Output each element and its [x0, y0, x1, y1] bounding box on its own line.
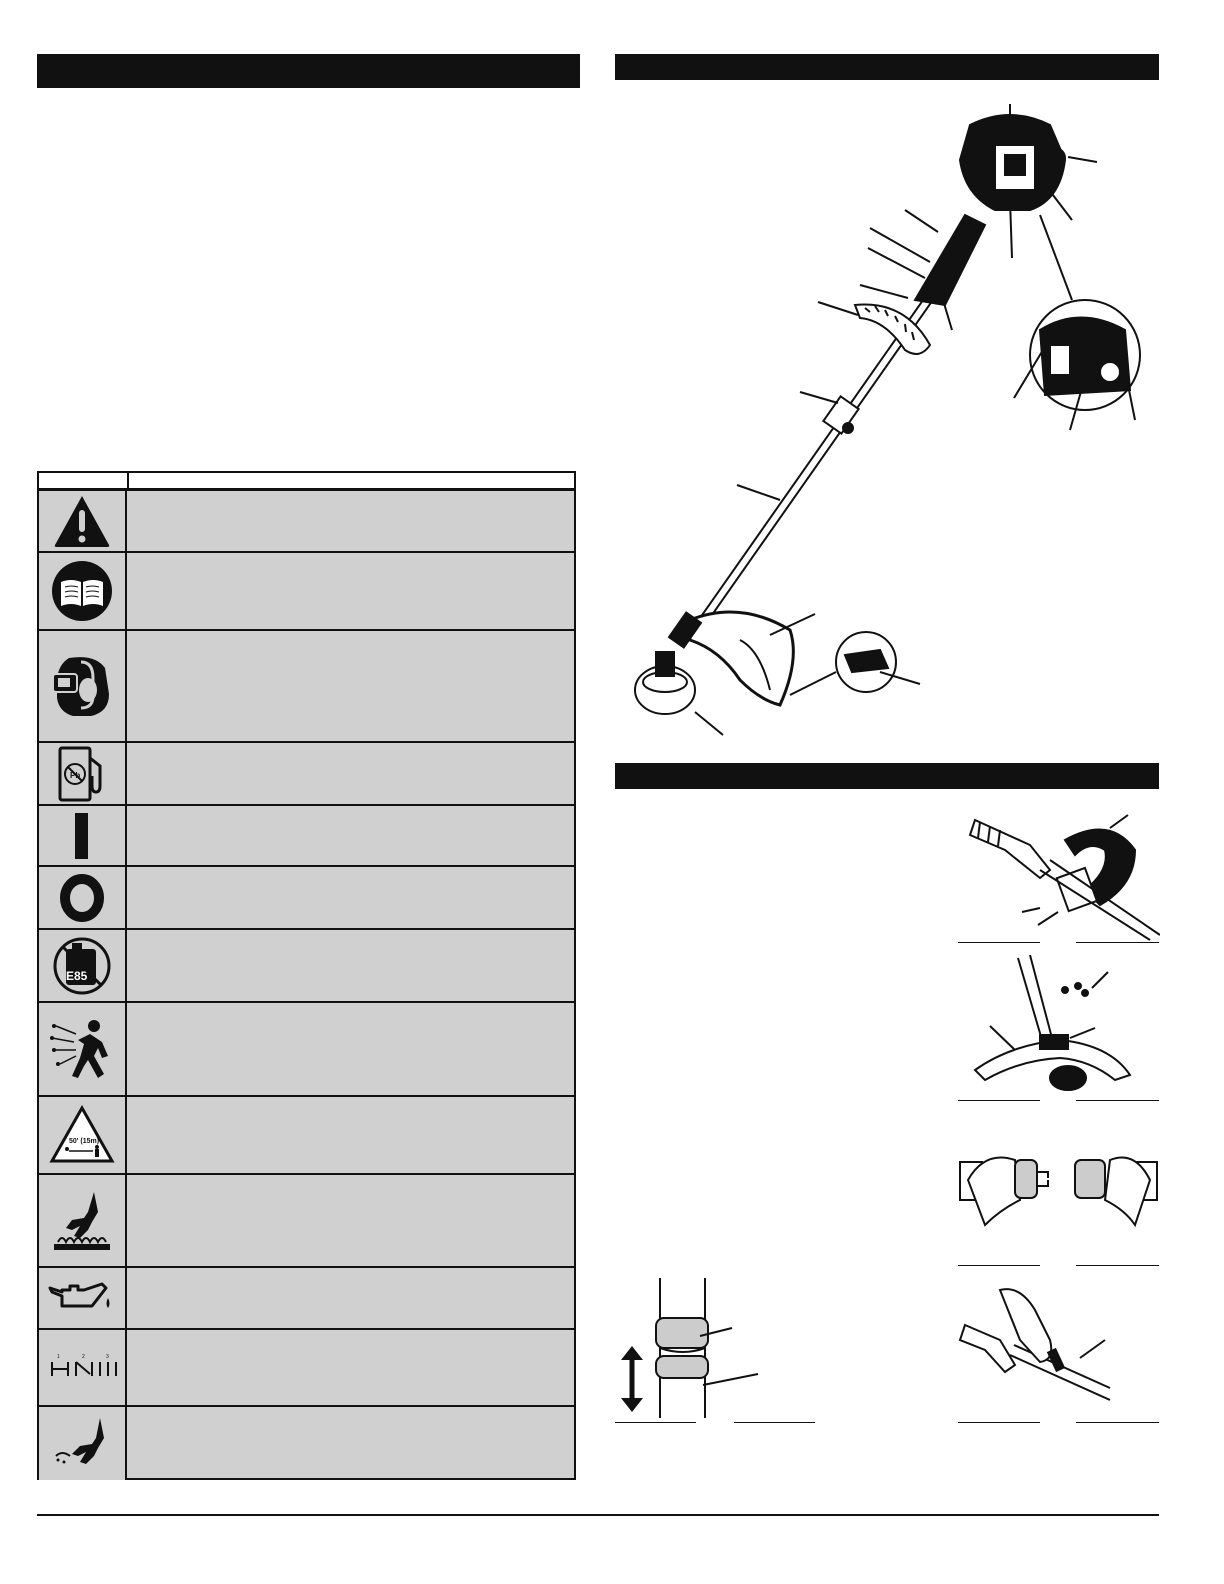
wear-gloves-icon: [52, 1416, 112, 1472]
symbol-row: [39, 551, 574, 629]
e85-label: E85: [66, 968, 88, 983]
hot-surface-icon: [50, 1188, 114, 1254]
handle-assembly-illustration: [958, 800, 1160, 944]
off-switch-icon: [58, 872, 106, 924]
bystander-distance-icon: [49, 1105, 115, 1165]
shoulder-strap-clip-illustration: [958, 1140, 1160, 1268]
eye-ear-protection-icon: [51, 654, 113, 718]
on-switch-icon: [72, 811, 92, 861]
bystander-distance-label: 50' (15m): [69, 1138, 100, 1145]
footer-rule: [37, 1514, 1159, 1516]
guard-assembly-illustration: [958, 955, 1160, 1103]
left-section-header: [37, 54, 580, 88]
symbol-row: [39, 1328, 574, 1405]
symbol-row: [39, 489, 574, 551]
thrown-objects-icon: [50, 1016, 114, 1082]
symbol-row: [39, 804, 574, 865]
choke-positions-icon: [46, 1350, 118, 1386]
right-mid-section-header: [615, 763, 1159, 789]
symbol-row: [39, 629, 574, 741]
svg-text:1: 1: [57, 1353, 60, 1360]
oil-can-icon: [48, 1278, 116, 1318]
right-top-section-header: [615, 54, 1159, 80]
trimmer-diagram: [615, 96, 1160, 746]
no-e85-fuel-icon: [52, 935, 112, 997]
symbol-row: [39, 1266, 574, 1328]
handle-position-illustration: [958, 1275, 1160, 1425]
symbol-row: [39, 928, 574, 1001]
symbol-row: [39, 1001, 574, 1095]
safety-symbols-table: [37, 471, 576, 1480]
unleaded-fuel-icon: [56, 746, 108, 802]
symbol-row: [39, 741, 574, 804]
svg-text:3: 3: [106, 1353, 109, 1360]
symbol-row: [39, 1173, 574, 1266]
strap-buckle-illustration: [615, 1275, 815, 1425]
symbols-table-header: [39, 473, 574, 490]
symbol-row: [39, 865, 574, 928]
symbol-row: [39, 1405, 574, 1480]
svg-text:Pb: Pb: [70, 770, 81, 780]
read-manual-icon: [51, 560, 113, 622]
symbol-row: [39, 1095, 574, 1173]
svg-text:2: 2: [82, 1353, 85, 1360]
warning-triangle-icon: [52, 493, 112, 549]
